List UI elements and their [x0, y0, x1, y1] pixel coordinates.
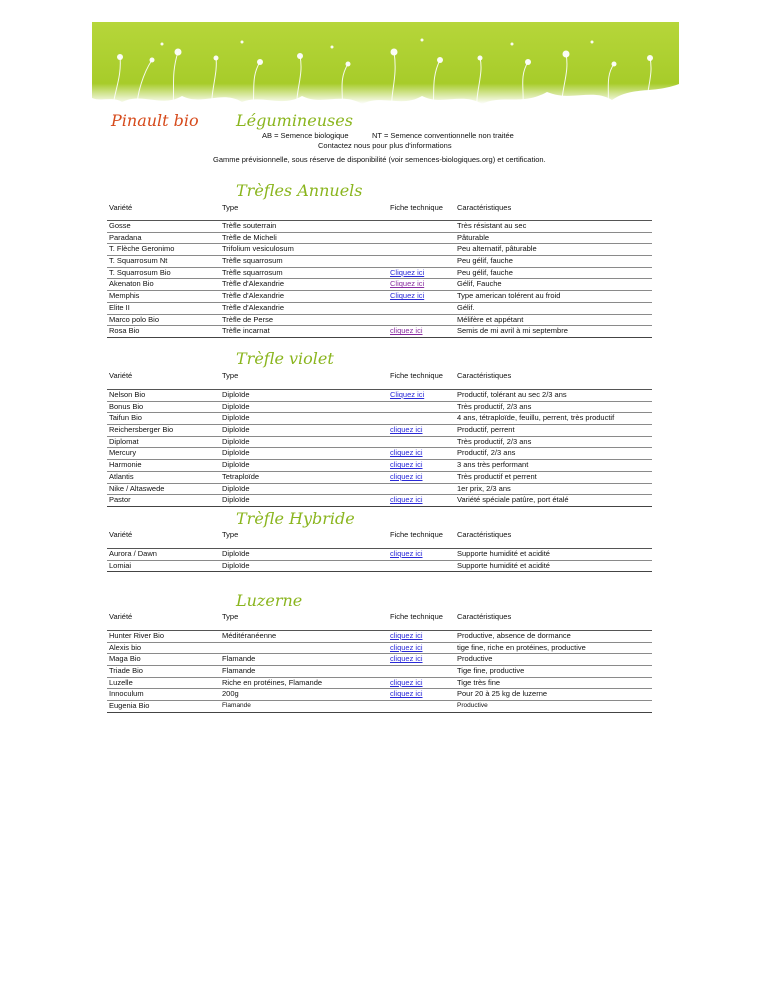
cell-variete: Pastor — [109, 495, 131, 505]
table-trefles-annuels — [107, 220, 652, 338]
table-row — [107, 689, 652, 701]
table-row — [107, 448, 652, 460]
cell-type: Flamande — [222, 702, 251, 710]
cell-type: Trèfle squarrosum — [222, 256, 283, 266]
cell-carac: Très productif, 2/3 ans — [457, 401, 532, 411]
cell-type: Flamande — [222, 666, 256, 676]
table-row — [107, 268, 652, 280]
cell-carac: Gélif. — [457, 302, 475, 312]
cell-variete: Bonus Bio — [109, 401, 144, 411]
table-row — [107, 701, 652, 713]
cell-type: 200g — [222, 689, 239, 699]
cell-carac: Semis de mi avril à mi septembre — [457, 326, 568, 336]
header-carac: Caractéristiques — [457, 371, 512, 380]
cell-carac: Gélif, Fauche — [457, 279, 502, 289]
table-row — [107, 233, 652, 245]
table-row — [107, 303, 652, 315]
section-title-luzerne: Luzerne — [236, 591, 303, 610]
table-row — [107, 326, 652, 338]
cell-carac: Productif, perrent — [457, 425, 515, 435]
cell-type: Trèfle de Perse — [222, 314, 273, 324]
section-title-trefle-violet: Trèfle violet — [236, 349, 334, 368]
table-trefle-violet — [107, 389, 652, 507]
cell-variete: T. Squarrosum Nt — [109, 256, 168, 266]
header-variete: Variété — [109, 203, 133, 212]
fiche-link[interactable]: cliquez ici — [390, 654, 423, 664]
fiche-link[interactable]: cliquez ici — [390, 495, 423, 505]
cell-variete: Lomiai — [109, 560, 132, 570]
cell-type: Trèfle souterrain — [222, 221, 277, 230]
cell-carac: Pour 20 à 25 kg de luzerne — [457, 689, 548, 699]
cell-type: Diploïde — [222, 495, 250, 505]
cell-variete: Nelson Bio — [109, 390, 146, 399]
table-row — [107, 315, 652, 327]
fiche-link[interactable]: cliquez ici — [390, 326, 423, 336]
cell-carac: 3 ans très performant — [457, 460, 529, 470]
header-type: Type — [222, 203, 239, 212]
cell-variete: Eugenia Bio — [109, 701, 150, 711]
fiche-link[interactable]: cliquez ici — [390, 425, 423, 435]
cell-type: Diploïde — [222, 390, 250, 399]
header-variete: Variété — [109, 612, 133, 621]
section-title-trefles-annuels: Trèfles Annuels — [236, 181, 363, 200]
cell-carac: Peu gélif, fauche — [457, 267, 513, 277]
cell-variete: T. Squarrosum Bio — [109, 267, 171, 277]
cell-variete: T. Flèche Geronimo — [109, 244, 175, 254]
table-row — [107, 437, 652, 449]
table-row — [107, 561, 652, 573]
fiche-link[interactable]: cliquez ici — [390, 549, 423, 558]
fiche-link[interactable]: Cliquez ici — [390, 291, 425, 301]
cell-variete: Hunter River Bio — [109, 631, 165, 640]
fiche-link[interactable]: Cliquez ici — [390, 267, 425, 277]
legend-nt: NT = Semence conventionnelle non traitée — [372, 131, 514, 140]
cell-variete: Innoculum — [109, 689, 144, 699]
header-type: Type — [222, 530, 239, 539]
fiche-link[interactable]: cliquez ici — [390, 642, 423, 652]
header-carac: Caractéristiques — [457, 530, 512, 539]
cell-type: Trifolium vesiculosum — [222, 244, 294, 254]
cell-type: Trèfle de Micheli — [222, 232, 277, 242]
cell-type: Diploïde — [222, 425, 250, 435]
cell-carac: tige fine, riche en protéines, productive — [457, 642, 586, 652]
cell-variete: Alexis bio — [109, 642, 142, 652]
cell-variete: Akenaton Bio — [109, 279, 154, 289]
fiche-link[interactable]: cliquez ici — [390, 631, 423, 640]
legend-gamme: Gamme prévisionnelle, sous réserve de disponibilité (voir semences-biologiques.org) et certification. — [213, 155, 546, 164]
cell-variete: Atlantis — [109, 471, 134, 481]
cell-carac: Pâturable — [457, 232, 490, 242]
cell-carac: Très résistant au sec — [457, 221, 527, 230]
header-carac: Caractéristiques — [457, 612, 512, 621]
cell-carac: Supporte humidité et acidité — [457, 560, 550, 570]
table-row — [107, 244, 652, 256]
cell-variete: Luzelle — [109, 677, 133, 687]
cell-carac: Tige très fine — [457, 677, 501, 687]
table-row — [107, 390, 652, 402]
fiche-link[interactable]: cliquez ici — [390, 460, 423, 470]
header-fiche: Fiche technique — [390, 530, 443, 539]
cell-type: Diploïde — [222, 560, 250, 570]
table-row — [107, 631, 652, 643]
fiche-link[interactable]: Cliquez ici — [390, 390, 425, 399]
cell-variete: Nike / Altaswede — [109, 483, 165, 493]
cell-variete: Diplomat — [109, 436, 139, 446]
cell-variete: Elite II — [109, 302, 130, 312]
table-row — [107, 666, 652, 678]
table-row — [107, 654, 652, 666]
cell-variete: Reichersberger Bio — [109, 425, 174, 435]
legend-contact: Contactez nous pour plus d'informations — [318, 141, 452, 150]
cell-type: Diploïde — [222, 401, 250, 411]
fiche-link[interactable]: cliquez ici — [390, 689, 423, 699]
cell-variete: Mercury — [109, 448, 137, 458]
cell-type: Trèfle incarnat — [222, 326, 270, 336]
table-row — [107, 279, 652, 291]
cell-carac: Productive, absence de dormance — [457, 631, 571, 640]
table-row — [107, 425, 652, 437]
cell-variete: Triade Bio — [109, 666, 143, 676]
header-type: Type — [222, 371, 239, 380]
header-type: Type — [222, 612, 239, 621]
cell-type: Diploïde — [222, 413, 250, 423]
cell-variete: Rosa Bio — [109, 326, 140, 336]
table-row — [107, 402, 652, 414]
table-row — [107, 413, 652, 425]
table-luzerne — [107, 630, 652, 713]
cell-type: Diploïde — [222, 448, 250, 458]
cell-type: Tetraploïde — [222, 471, 260, 481]
cell-variete: Gosse — [109, 221, 131, 230]
fiche-link[interactable]: cliquez ici — [390, 471, 423, 481]
cell-type: Trèfle d'Alexandrie — [222, 302, 285, 312]
cell-carac: Productive — [457, 654, 493, 664]
cell-type: Diploïde — [222, 460, 250, 470]
table-row — [107, 549, 652, 561]
cell-variete: Paradana — [109, 232, 142, 242]
table-trefle-hybride — [107, 548, 652, 572]
table-row — [107, 643, 652, 655]
cell-variete: Aurora / Dawn — [109, 549, 157, 558]
cell-type: Riche en protéines, Flamande — [222, 677, 323, 687]
cell-type: Diploïde — [222, 483, 250, 493]
header-fiche: Fiche technique — [390, 371, 443, 380]
cell-carac: 1er prix, 2/3 ans — [457, 483, 511, 493]
header-fiche: Fiche technique — [390, 612, 443, 621]
cell-variete: Memphis — [109, 291, 140, 301]
cell-carac: Productif, 2/3 ans — [457, 448, 516, 458]
cell-carac: Productive — [457, 702, 488, 710]
cell-variete: Taifun Bio — [109, 413, 142, 423]
brand-name: Pinault bio — [111, 111, 199, 130]
header-fiche: Fiche technique — [390, 203, 443, 212]
cell-carac: Tige fine, productive — [457, 666, 525, 676]
table-row — [107, 221, 652, 233]
cell-type: Diploïde — [222, 549, 250, 558]
cell-type: Diploïde — [222, 436, 250, 446]
cell-carac: Type american tolérent au froid — [457, 291, 561, 301]
table-row — [107, 678, 652, 690]
cell-type: Flamande — [222, 654, 256, 664]
header-variete: Variété — [109, 371, 133, 380]
table-row — [107, 472, 652, 484]
cell-variete: Harmonie — [109, 460, 142, 470]
table-row — [107, 256, 652, 268]
cell-carac: Productif, tolérant au sec 2/3 ans — [457, 390, 567, 399]
fiche-link[interactable]: Cliquez ici — [390, 279, 425, 289]
cell-carac: Peu alternatif, pâturable — [457, 244, 537, 254]
cell-type: Trèfle squarrosum — [222, 267, 283, 277]
page-title: Légumineuses — [236, 111, 353, 130]
header-variete: Variété — [109, 530, 133, 539]
cell-carac: Mélifère et appétant — [457, 314, 524, 324]
section-title-trefle-hybride: Trèfle Hybride — [236, 509, 355, 528]
fiche-link[interactable]: cliquez ici — [390, 677, 423, 687]
cell-type: Trèfle d'Alexandrie — [222, 291, 285, 301]
meadow-banner — [92, 22, 679, 112]
table-row — [107, 291, 652, 303]
cell-type: Trèfle d'Alexandrie — [222, 279, 285, 289]
fiche-link[interactable]: cliquez ici — [390, 448, 423, 458]
table-row — [107, 495, 652, 507]
cell-variete: Maga Bio — [109, 654, 141, 664]
legend-ab: AB = Semence biologique — [262, 131, 349, 140]
cell-type: Méditéranéenne — [222, 631, 277, 640]
cell-carac: Peu gélif, fauche — [457, 256, 513, 266]
cell-variete: Marco polo Bio — [109, 314, 160, 324]
cell-carac: Très productif et perrent — [457, 471, 537, 481]
cell-carac: 4 ans, tétraploïde, feuillu, perrent, très productif — [457, 413, 615, 423]
table-row — [107, 460, 652, 472]
cell-carac: Supporte humidité et acidité — [457, 549, 550, 558]
cell-carac: Variété spéciale patûre, port étalé — [457, 495, 569, 505]
cell-carac: Très productif, 2/3 ans — [457, 436, 532, 446]
header-carac: Caractéristiques — [457, 203, 512, 212]
table-row — [107, 484, 652, 496]
